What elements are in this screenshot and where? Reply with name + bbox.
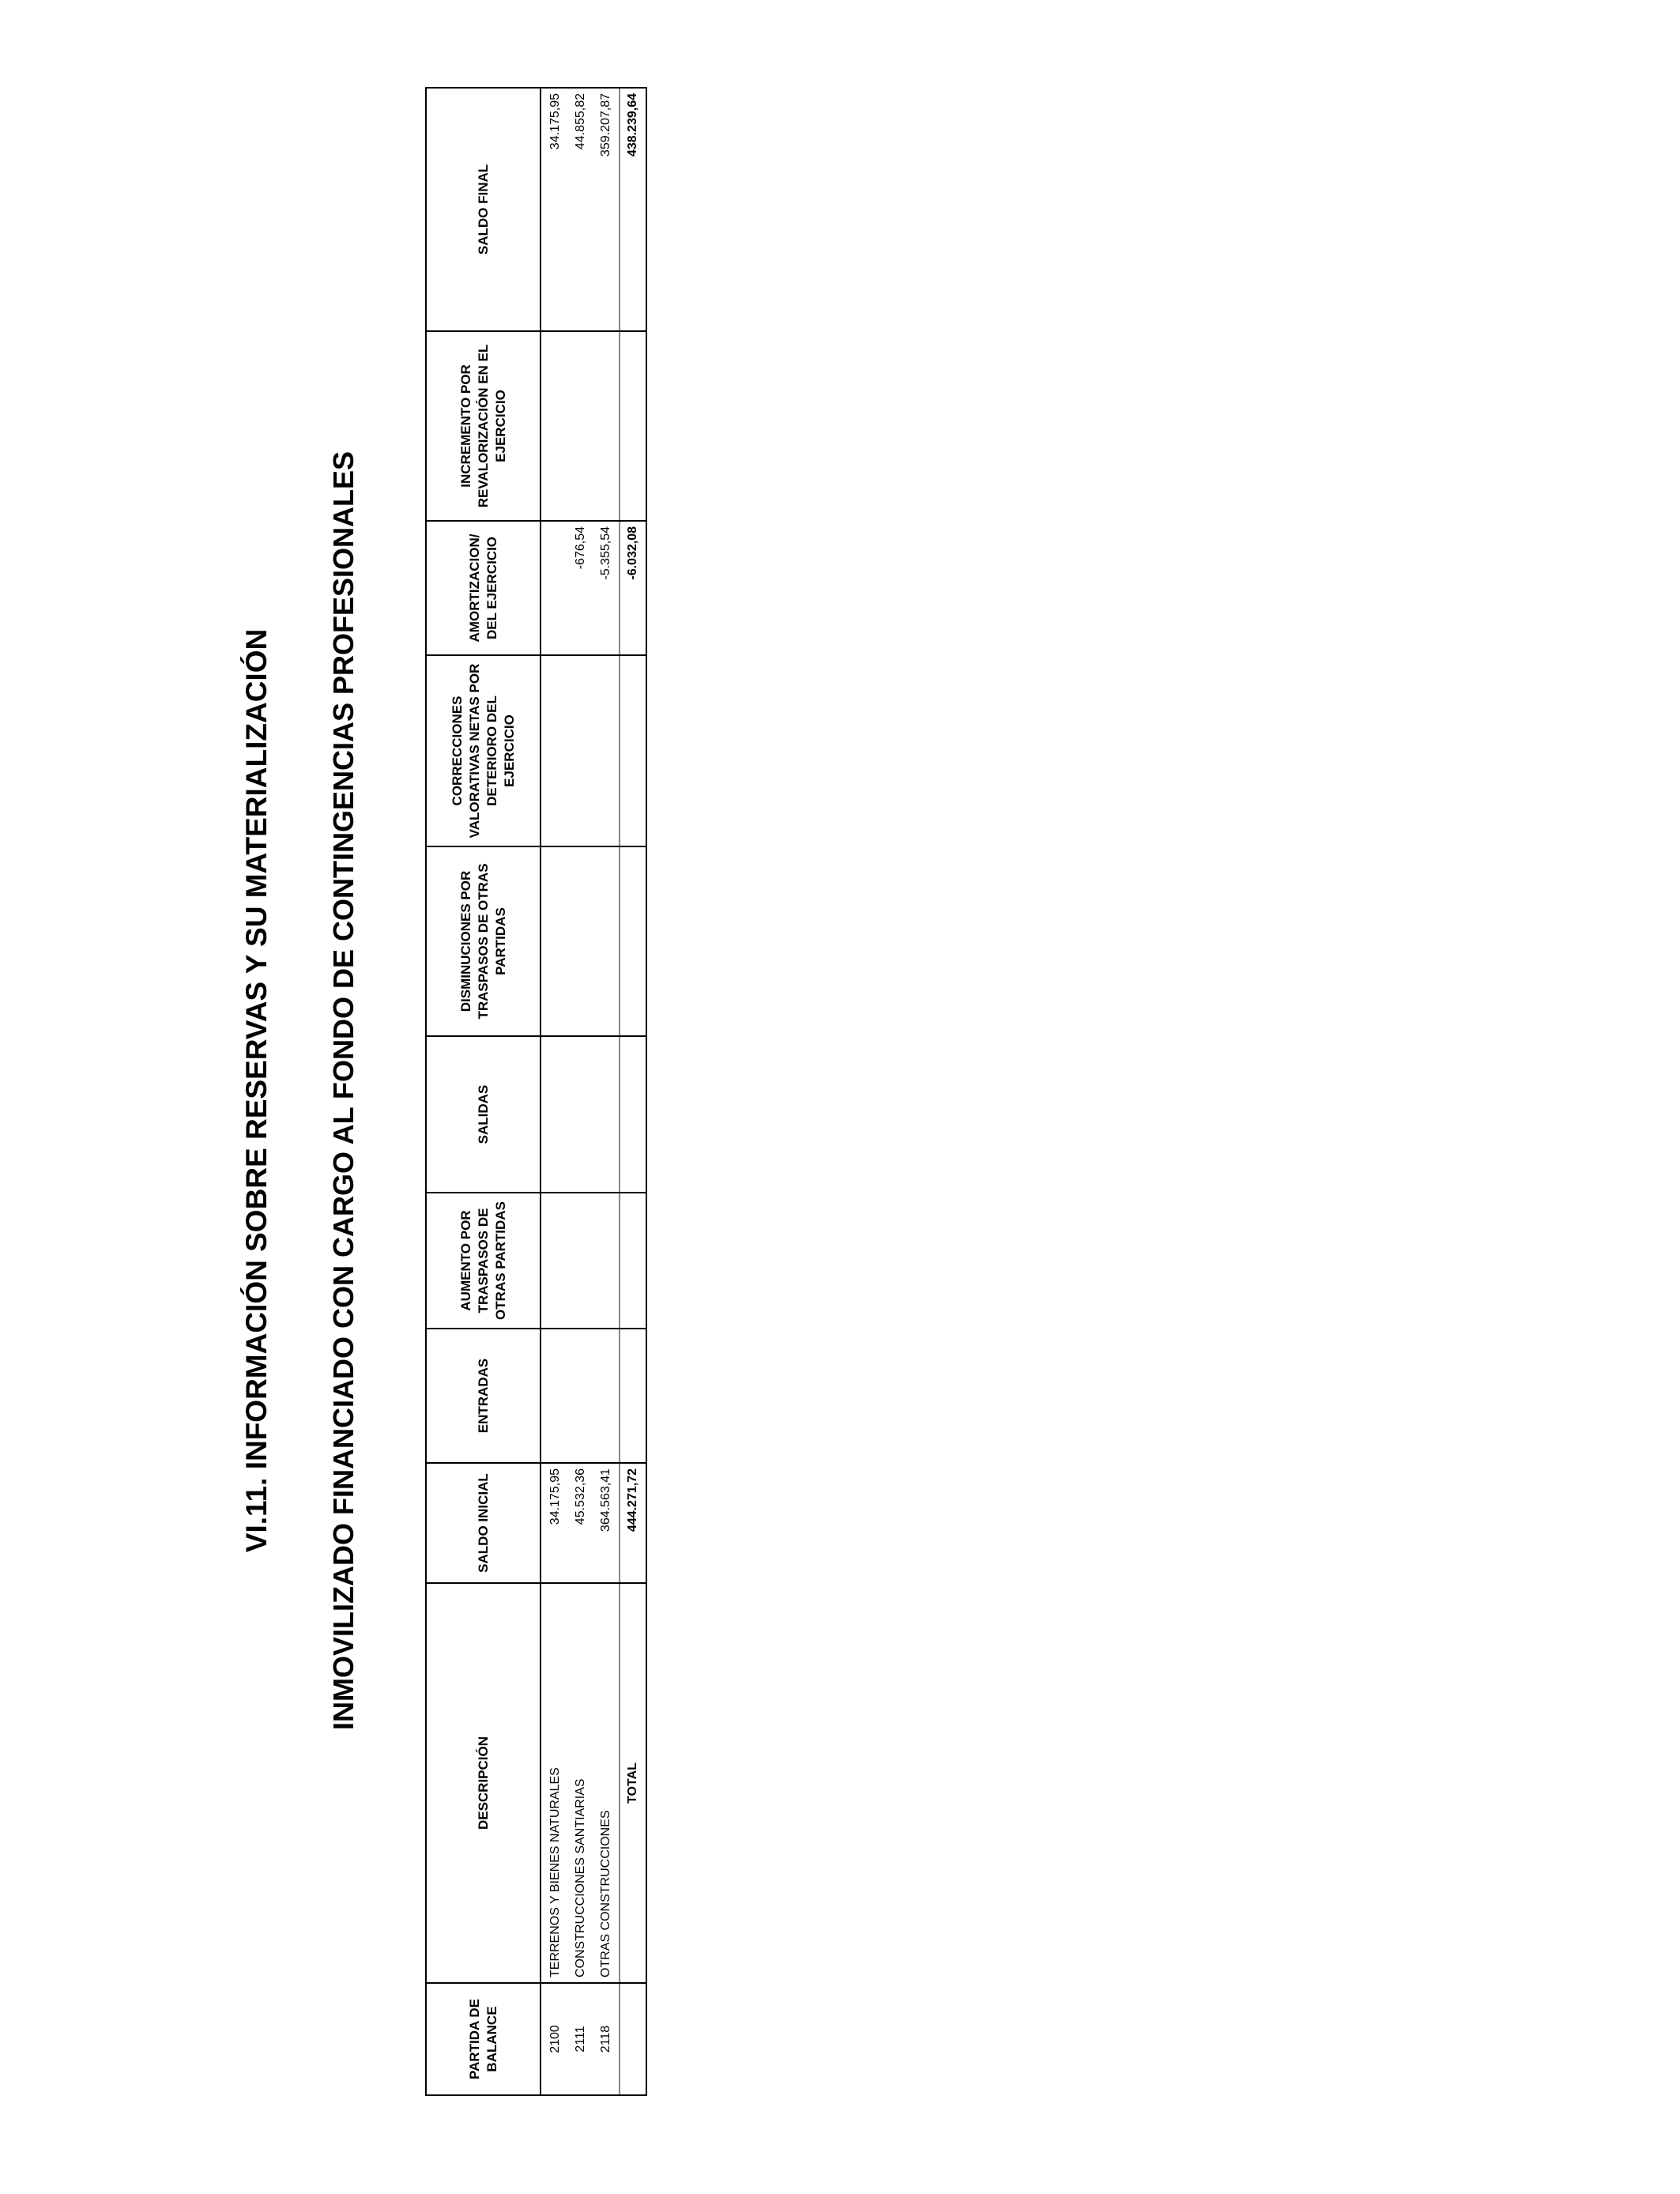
total-row <box>620 88 646 2095</box>
cell-descripcion: TERRENOS Y BIENES NATURALES <box>541 1583 568 1983</box>
cell-total-incremento <box>620 331 646 521</box>
cell-aumento <box>593 1193 620 1329</box>
cell-disminuciones <box>568 846 593 1036</box>
cell-total-label: TOTAL <box>620 1583 646 1983</box>
cell-total-amortizacion: -6.032,08 <box>620 521 646 655</box>
cell-entradas <box>568 1329 593 1463</box>
header-disminuciones: DISMINUCIONES POR TRASPASOS DE OTRAS PARTIDAS <box>426 846 541 1036</box>
cell-amortizacion: -5.355,54 <box>593 521 620 655</box>
cell-incremento <box>541 331 568 521</box>
reserves-table <box>425 87 647 2096</box>
cell-total-saldo-final: 438.239,64 <box>620 88 646 331</box>
table-row <box>593 88 620 2095</box>
cell-total-saldo-inicial: 444.271,72 <box>620 1463 646 1583</box>
header-descripcion: DESCRIPCIÓN <box>426 1583 541 1983</box>
table-row <box>568 88 593 2095</box>
cell-partida: 2118 <box>593 1983 620 2095</box>
cell-total-entradas <box>620 1329 646 1463</box>
cell-salidas <box>568 1036 593 1193</box>
page-title: VI.11. INFORMACIÓN SOBRE RESERVAS Y SU MATERIALIZACIÓN <box>240 628 273 1553</box>
cell-saldo-inicial: 364.563,41 <box>593 1463 620 1583</box>
cell-saldo-final: 34.175,95 <box>541 88 568 331</box>
cell-entradas <box>593 1329 620 1463</box>
cell-aumento <box>568 1193 593 1329</box>
header-partida: PARTIDA DE BALANCE <box>426 1983 541 2095</box>
header-aumento: AUMENTO POR TRASPASOS DE OTRAS PARTIDAS <box>426 1193 541 1329</box>
header-row <box>426 88 541 2095</box>
rotated-page <box>237 71 680 2110</box>
cell-saldo-final: 44.855,82 <box>568 88 593 331</box>
cell-salidas <box>593 1036 620 1193</box>
cell-descripcion: CONSTRUCCIONES SANTIARIAS <box>568 1583 593 1983</box>
cell-saldo-inicial: 45.532,36 <box>568 1463 593 1583</box>
header-incremento: INCREMENTO POR REVALORIZACIÓN EN EL EJERCICIO <box>426 331 541 521</box>
cell-incremento <box>593 331 620 521</box>
cell-correcciones <box>541 655 568 846</box>
cell-descripcion: OTRAS CONSTRUCCIONES <box>593 1583 620 1983</box>
cell-saldo-inicial: 34.175,95 <box>541 1463 568 1583</box>
cell-correcciones <box>568 655 593 846</box>
cell-partida: 2111 <box>568 1983 593 2095</box>
cell-entradas <box>541 1329 568 1463</box>
table-row <box>541 88 568 2095</box>
cell-total-partida <box>620 1983 646 2095</box>
header-correcciones: CORRECCIONES VALORATIVAS NETAS POR DETERIORO DEL EJERCICIO <box>426 655 541 846</box>
header-salidas: SALIDAS <box>426 1036 541 1193</box>
cell-total-aumento <box>620 1193 646 1329</box>
cell-salidas <box>541 1036 568 1193</box>
cell-amortizacion: -676,54 <box>568 521 593 655</box>
header-saldo-inicial: SALDO INICIAL <box>426 1463 541 1583</box>
header-amortizacion: AMORTIZACION/ DEL EJERCICIO <box>426 521 541 655</box>
cell-correcciones <box>593 655 620 846</box>
cell-disminuciones <box>593 846 620 1036</box>
cell-amortizacion <box>541 521 568 655</box>
header-entradas: ENTRADAS <box>426 1329 541 1463</box>
cell-saldo-final: 359.207,87 <box>593 88 620 331</box>
cell-total-salidas <box>620 1036 646 1193</box>
cell-incremento <box>568 331 593 521</box>
cell-total-disminuciones <box>620 846 646 1036</box>
cell-aumento <box>541 1193 568 1329</box>
cell-partida: 2100 <box>541 1983 568 2095</box>
cell-disminuciones <box>541 846 568 1036</box>
cell-total-correcciones <box>620 655 646 846</box>
header-saldo-final: SALDO FINAL <box>426 88 541 331</box>
page-subtitle: INMOVILIZADO FINANCIADO CON CARGO AL FONDO DE CONTINGENCIAS PROFESIONALES <box>327 450 360 1731</box>
